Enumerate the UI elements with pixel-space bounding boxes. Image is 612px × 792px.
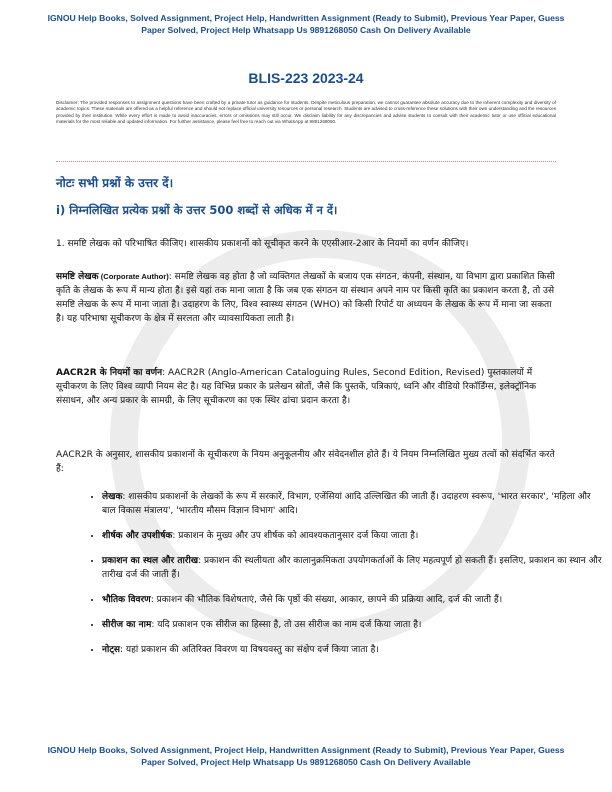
paragraph-text: : AACR2R (Anglo-American Cataloguing Rules, Second Edition, Revised) पुस्तकालयों में सूचीकरण के लिए विश्व व्यापी नियम सेट है। यह विभिन्न प्रकार के प्रलेखन स्रोतों, जैसे कि पुस्तकें, पत्रिकाएं, ध्वनि और वीडियो रिकॉर्डिंग्स, इलेक्ट्रॉनिक संसाधन, और अन्य प्रकार के सामग्री, के लिए सूचीकरण का एक स्थिर ढांचा प्रदान करता है। xyxy=(56,368,537,406)
list-item xyxy=(102,643,602,657)
list-item-term: नोट्स xyxy=(102,645,120,655)
page-footer: IGNOU Help Books, Solved Assignment, Project Help, Handwritten Assignment (Ready to Submit), Previous Year Paper, Guess Paper Solved, Project Help Whatsapp Us 9891268050 Cash On Delivery Available xyxy=(47,745,565,767)
list-item-text: : प्रकाशन के मुख्य और उप शीर्षक को आवश्यकतानुसार दर्ज किया जाता है। xyxy=(172,531,419,541)
list-item xyxy=(102,618,602,632)
list-item-term: सीरीज का नाम xyxy=(102,620,152,630)
list-item-text: : यदि प्रकाशन एक सीरीज का हिस्सा है, तो उस सीरीज का नाम दर्ज किया जाता है। xyxy=(151,620,422,630)
paragraph-corporate-author xyxy=(56,270,556,326)
paragraph-aacr2r-rules xyxy=(56,366,556,408)
list-item-term: भौतिक विवरण xyxy=(102,595,151,605)
page-header: IGNOU Help Books, Solved Assignment, Project Help, Handwritten Assignment (Ready to Submit), Previous Year Paper, Guess Paper Solved, Project Help Whatsapp Us 9891268050 Cash On Delivery Available xyxy=(47,13,565,35)
list-item-term: शीर्षक और उपशीर्षक xyxy=(102,531,173,541)
term-corporate-author: समष्टि लेखक xyxy=(56,272,99,282)
term-corporate-author-en: (Corporate Author) xyxy=(98,272,169,281)
note-heading: नोटः सभी प्रश्नों के उत्तर दें। xyxy=(56,176,174,190)
list-item xyxy=(102,593,602,607)
list-item-text: : प्रकाशन की भौतिक विशेषताएं, जैसे कि पृष्ठों की संख्या, आकार, छापने की प्रक्रिया आदि, दर्ज की जाती हैं। xyxy=(150,595,503,605)
list-item-text: : यहां प्रकाशन की अतिरिक्त विवरण या विषयवस्तु का संक्षेप दर्ज किया जाता है। xyxy=(119,645,379,655)
list-item xyxy=(102,529,602,543)
list-item-text: : शासकीय प्रकाशनों के लेखकों के रूप में सरकारें, विभाग, एजेंसियां आदि उल्लिखित की जाती हैं। उदाहरण स्वरूप, 'भारत सरकार', 'महिला और बाल विकास मंत्रालय', 'भारतीय मौसम विज्ञान विभाग' आदि। xyxy=(102,492,591,516)
term-aacr2r: AACR2R के नियमों का वर्णन xyxy=(56,368,163,378)
disclaimer-text: Disclaimer: The provided responses to assignment questions have been crafted by a private tutor as guidance for students. Despite meticulous preparation, we cannot guarantee absolute accuracy due to the inherent complexity and diversity of academic topics. These materials are offered as a helpful reference and should not replace official university resources or personal research. Students are advised to cross-reference these solutions with their own understanding and the resources provided by their institution. While every effort is made to avoid inaccuracies, errors or omissions may still occur. We disclaim liability for any discrepancies and advise students to consult with their academic tutor or use official educational materials for the most reliable and updated information. For further assistance, please feel free to reach out via WhatsApp at 9891268050. xyxy=(56,100,556,125)
list-item-term: लेखक xyxy=(102,492,123,502)
list-item xyxy=(102,490,602,518)
section-heading: i) निम्नलिखित प्रत्येक प्रश्नों के उत्तर 500 शब्दों से अधिक में न दें। xyxy=(56,203,338,217)
course-code: BLIS-223 2023-24 xyxy=(248,70,364,86)
paragraph-text: : समष्टि लेखक वह होता है जो व्यक्तिगत लेखकों के बजाय एक संगठन, कंपनी, संस्थान, या विभाग द्वारा प्रकाशित किसी कृति के लेखक के रूप में मान्य होता है। इसे यहां तक माना जाता है कि जब एक संगठन या संस्थान अपने नाम पर किसी कृति का प्रकाशन करता है, तो उसे समष्टि लेखक के रूप में माना जाता है। उदाहरण के लिए, विश्व स्वास्थ्य संगठन (WHO) को किसी रिपोर्ट या अध्ययन के लेखक के रूप में माना जा सकता है। यह परिभाषा सूचीकरण के क्षेत्र में सरलता और व्यावसायिकता लाती है। xyxy=(56,272,555,324)
list-item-text: : प्रकाशन की स्थलीयता और कालानुक्रमिकता उपयोगकर्ताओं के लिए महत्वपूर्ण हो सकती हैं। इसलिए, प्रकाशन का स्थान और तारीख दर्ज की जाती हैं। xyxy=(102,556,602,580)
paragraph-intro-list: AACR2R के अनुसार, शासकीय प्रकाशनों के सूचीकरण के नियम अनुकूलनीय और संवेदनशील होते हैं। ये नियम निम्नलिखित मुख्य तत्वों को संदर्भित करते हैं: xyxy=(56,450,555,474)
divider xyxy=(56,161,556,162)
list-item xyxy=(102,554,602,582)
rules-list xyxy=(56,490,602,668)
list-item-term: प्रकाशन का स्थल और तारीख xyxy=(102,556,199,566)
question-1: 1. समष्टि लेखक को परिभाषित कीजिए। शासकीय प्रकाशनों को सूचीकृत करने के एएसीआर-2आर के नियमों का वर्णन कीजिए। xyxy=(56,239,469,249)
